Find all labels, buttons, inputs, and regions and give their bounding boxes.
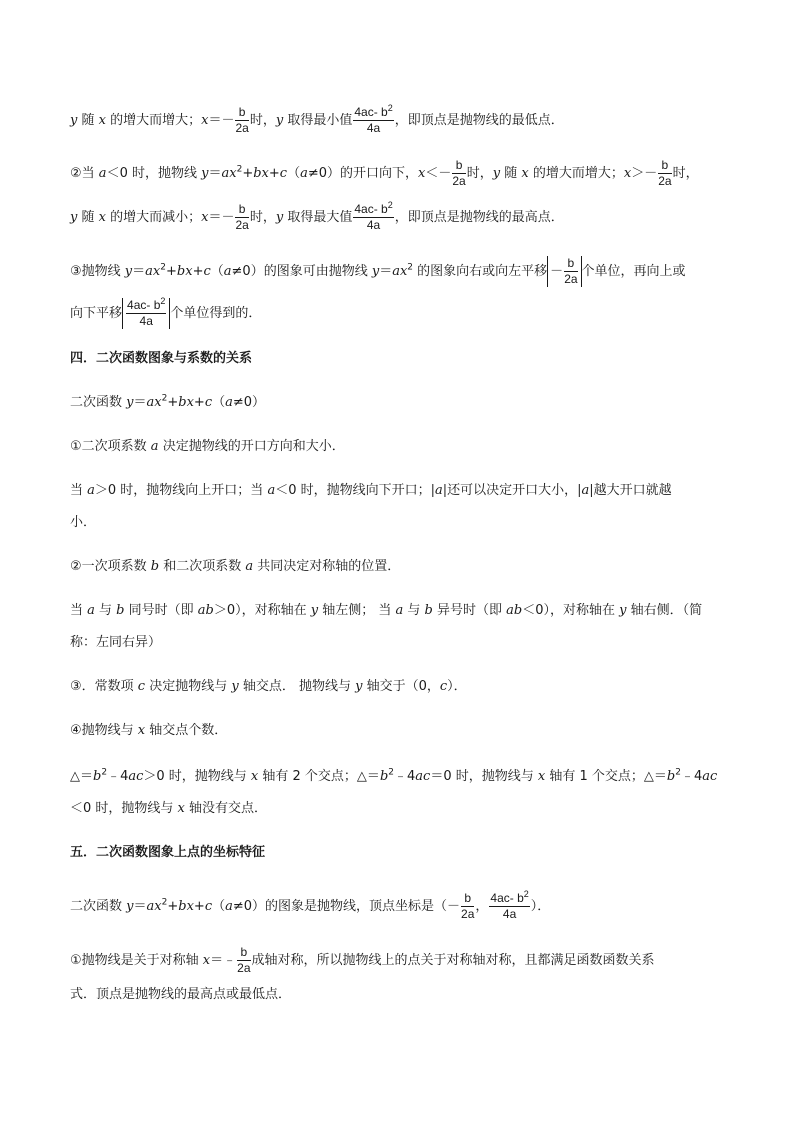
fraction-b-over-2a: $\frac{b}{2a}$ (461, 891, 475, 921)
fraction-vertex-y: $\frac{4ac- b^2}{4a}$ (490, 889, 529, 921)
fraction-b-over-2a: $\frac{b}{2a}$ (658, 158, 672, 188)
text-line: y 随 x 的增大而增大；x＝－ $\frac{b}{2a}$ 时，y 取得最小值 $\frac{4ac- b^2}{4a}$ ，即顶点是抛物线的最低点． (70, 103, 564, 135)
text-line: ③．常数项 c 决定抛物线与 y 轴交点． 抛物线与 y 轴交于（0，c）． (70, 679, 467, 694)
fraction-vertex-y: $\frac{4ac- b^2}{4a}$ (354, 103, 393, 135)
text-line: 当 a 与 b 同号时（即 ab＞0），对称轴在 y 轴左侧； 当 a 与 b 异号时（即 ab＜0），对称轴在 y 轴右侧．（简 (70, 603, 703, 618)
fraction-vertex-y: $\frac{4ac- b^2}{4a}$ (127, 296, 166, 328)
text-line: ③抛物线 $y=ax^2+bx+c(a\ne 0)$的图象可由抛物线 $y=ax^2$ 的图象向右或向左平移 － $\frac{b}{2a}$ 个单位，再向上或 (70, 256, 686, 286)
text-line: 向下平移 $\frac{4ac- b^2}{4a}$ 个单位得到的． (70, 296, 262, 328)
text-line: y 随 x 的增大而减小；x＝－ $\frac{b}{2a}$ 时，y 取得最大值 $\frac{4ac- b^2}{4a}$ ，即顶点是抛物线的最高点． (70, 200, 564, 232)
text-line: ②一次项系数 b 和二次项系数 a 共同决定对称轴的位置． (70, 559, 401, 574)
text-line: ④抛物线与 x 轴交点个数． (70, 723, 228, 738)
section-heading: 五．二次函数图象上点的坐标特征 (70, 845, 266, 860)
fraction-b-over-2a: $\frac{b}{2a}$ (235, 105, 249, 135)
fraction-b-over-2a: $\frac{b}{2a}$ (452, 158, 466, 188)
fraction-vertex-y: $\frac{4ac- b^2}{4a}$ (354, 200, 393, 232)
text-line: ②当 a＜0 时，抛物线 $y=ax^2+bx+c(a\ne 0)$的开口向下，x＜－ $\frac{b}{2a}$ 时，y 随 x 的增大而增大；x＞－ $\frac{b}{2a}$ 时， (70, 158, 699, 188)
text-line: 式．顶点是抛物线的最高点或最低点． (70, 987, 292, 1002)
text-line: ＜0 时，抛物线与 x 轴没有交点． (70, 801, 268, 816)
text-line: 当 a＞0 时，抛物线向上开口；当 a＜0 时，抛物线向下开口；|a|还可以决定开口大小，|a|越大开口就越 (70, 483, 672, 498)
text-line: $\triangle=b^2﹣4ac>0$ 时，抛物线与 x 轴有 2 个交点；$\triangle=b^2﹣4ac=0$ 时，抛物线与 x 轴有 1 个交点；$\triangle=b^2﹣4ac$ (70, 767, 718, 784)
absolute-value: － $\frac{b}{2a}$ (547, 256, 581, 287)
fraction-b-over-2a: $\frac{b}{2a}$ (235, 202, 249, 232)
fraction-b-over-2a: $\frac{b}{2a}$ (564, 256, 578, 286)
text-line: 小． (70, 515, 97, 530)
section-heading: 四．二次函数图象与系数的关系 (70, 351, 253, 366)
text-line: ①抛物线是关于对称轴 x＝﹣ $\frac{b}{2a}$ 成轴对称，所以抛物线上的点关于对称轴对称，且都满足函数函数关系 (70, 945, 655, 975)
absolute-value (122, 298, 170, 329)
text-line: 二次函数 $y=ax^2+bx+c(a\ne 0)$ (70, 393, 266, 410)
text-line: 二次函数 $y=ax^2+bx+c(a\ne 0)$的图象是抛物线，顶点坐标是（－ $\frac{b}{2a}$ ， $\frac{4ac- b^2}{4a}$ ）． (70, 889, 551, 921)
text-line: 称：左同右异） (70, 635, 162, 650)
fraction-b-over-2a: $\frac{b}{2a}$ (237, 945, 251, 975)
text-line: ①二次项系数 a 决定抛物线的开口方向和大小． (70, 439, 345, 454)
